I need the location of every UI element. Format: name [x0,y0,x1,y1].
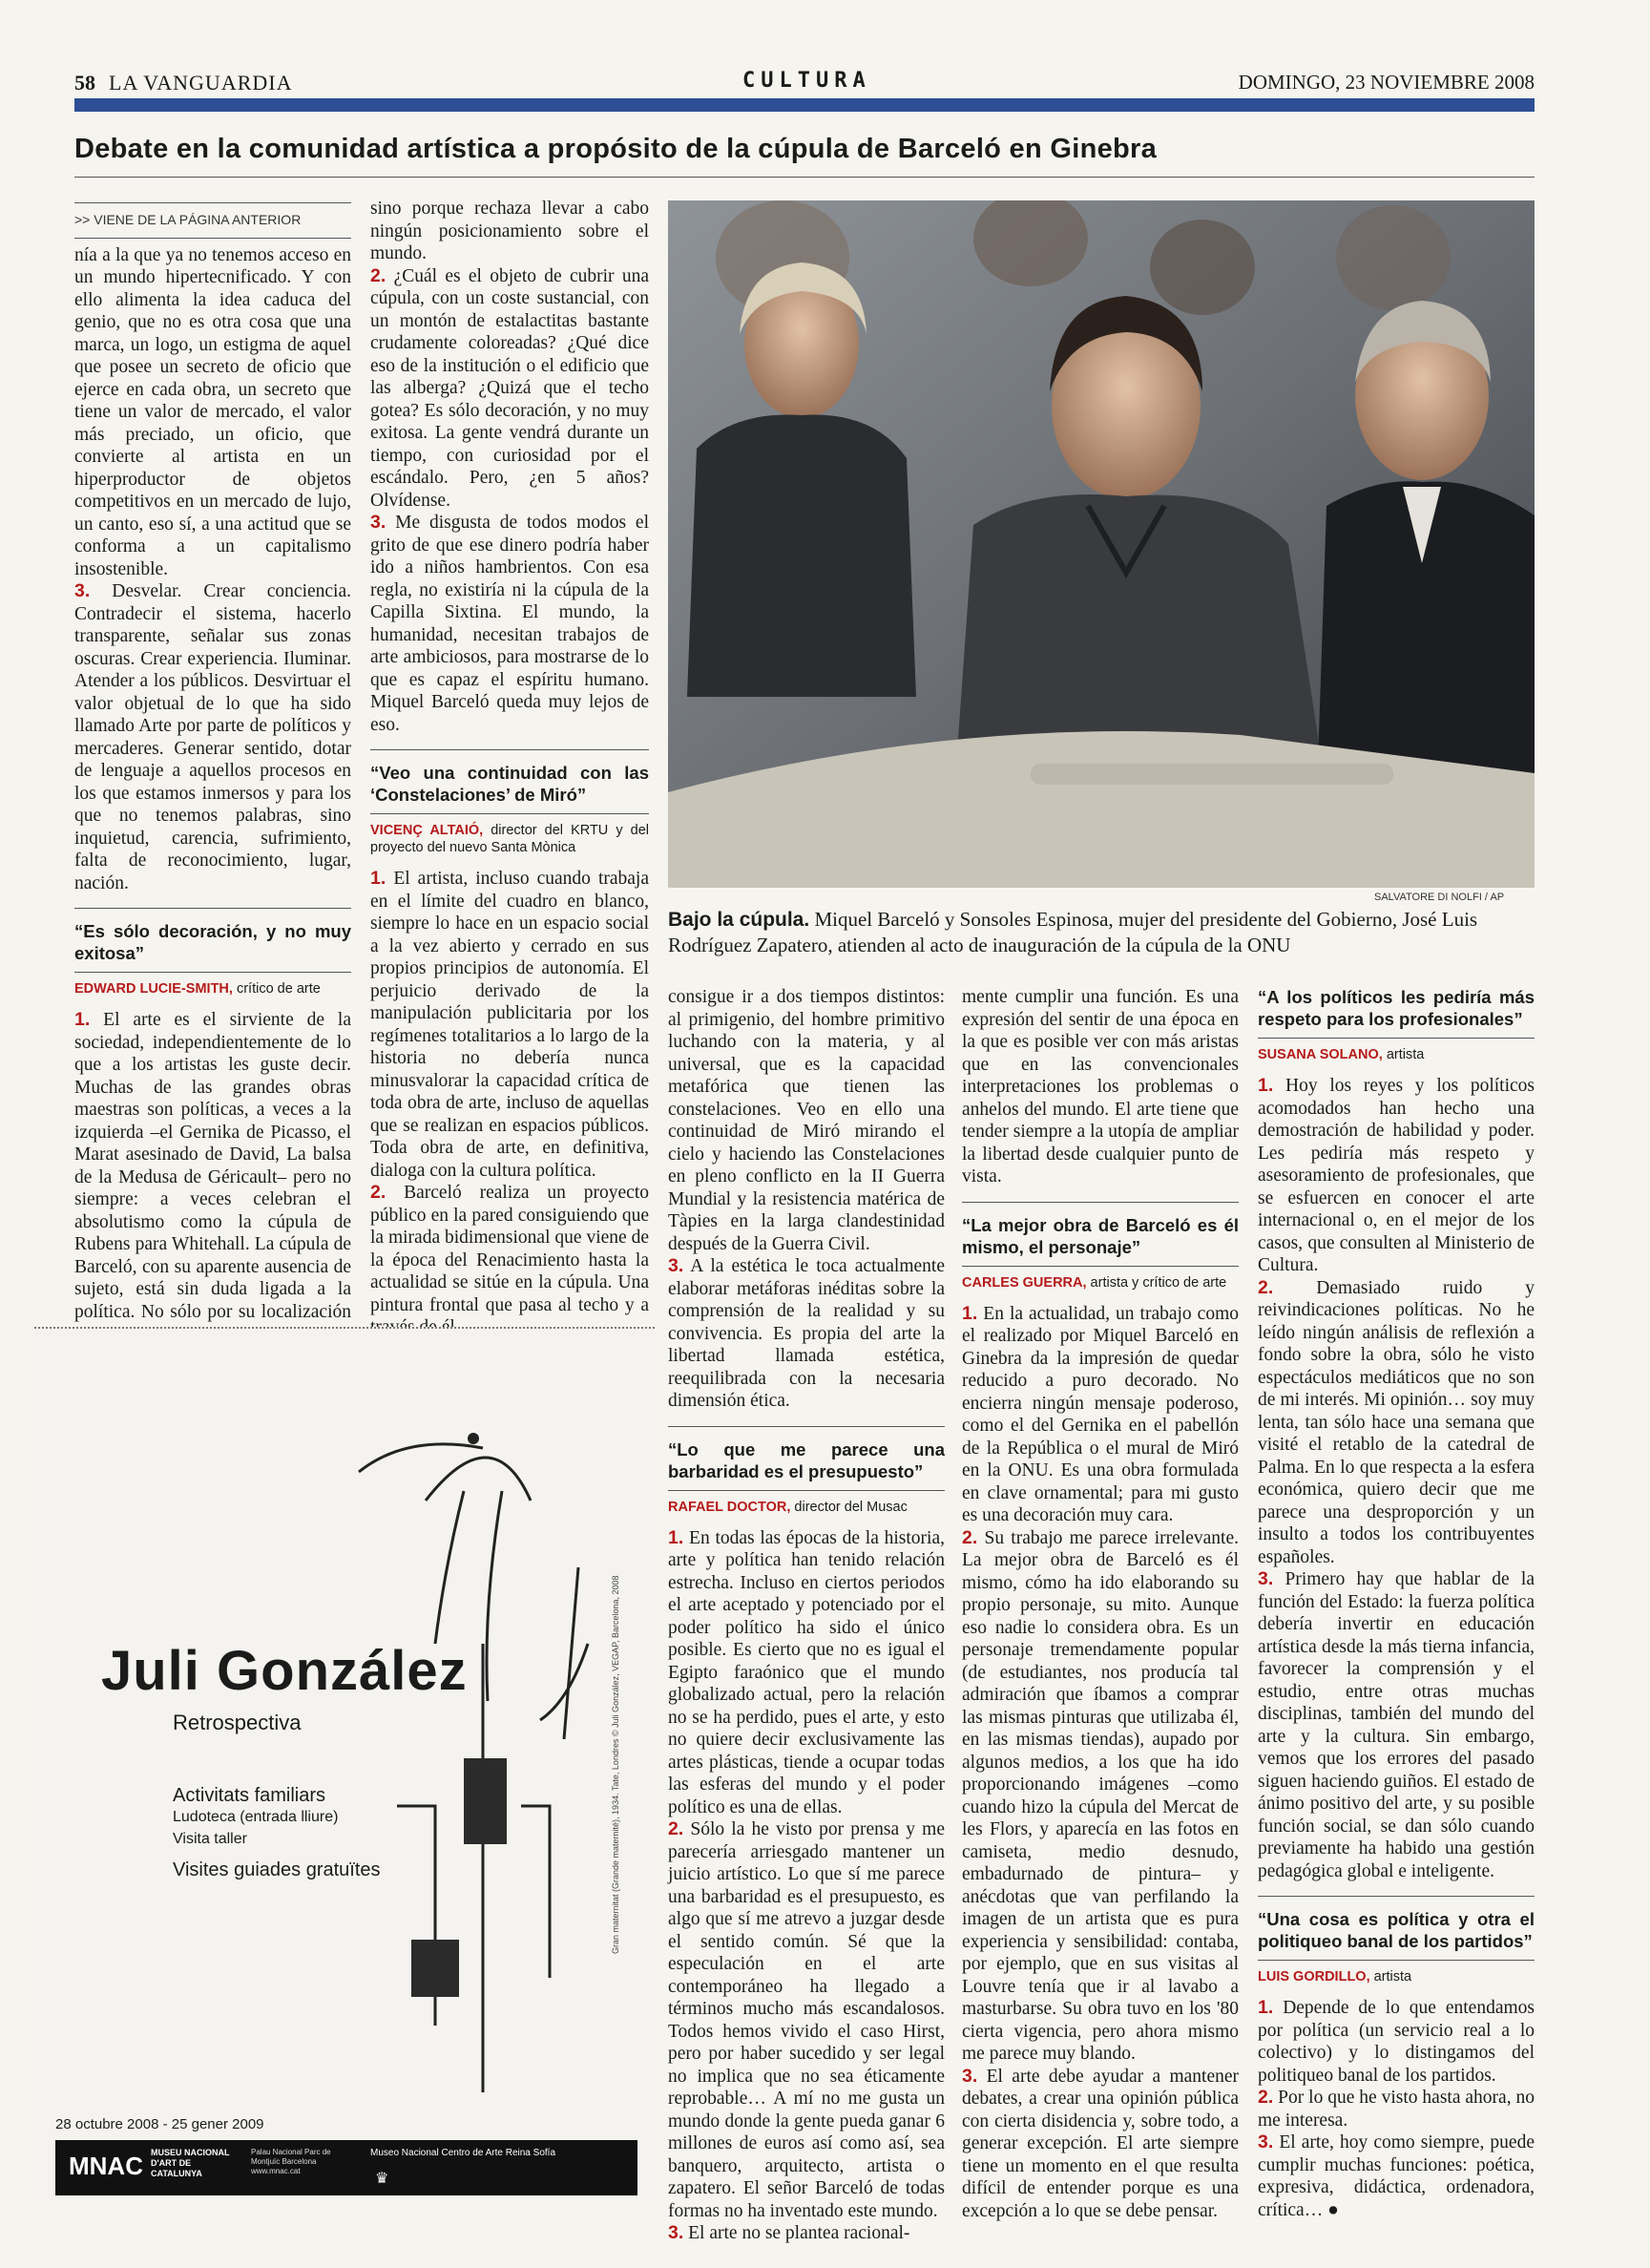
page-number: 58 [74,71,95,94]
article-paragraph: consigue ir a dos tiempos distintos: al primigenio, del hombre primitivo luchando con la materia, y al universal, que es la capacidad metafórica que tienen las constelaciones. Veo en ello una continuidad de Miró mirando el cielo y haciendo las Constelaciones en pleno conflicto en la II Guerra Mundial y la resistencia matérica de Tàpies en la larga clandestinidad después de la Guerra Civil. [668,987,945,1254]
section-rule [370,813,649,814]
interview-subhead: “A los políticos les pediría más respeto para los profesionales” [1258,987,1535,1029]
answer-paragraph [1258,2132,1535,2221]
interview-subhead: “La mejor obra de Barceló es él mismo, el personaje” [962,1214,1239,1257]
answer-number: 3. [370,512,386,533]
ad-line: Ludoteca (entrada lliure) [173,1809,339,1825]
answer-text: A la estética le toca actualmente elaborar metáforas inéditas sobre la comprensión de la realidad y su convivencia. Es propia del arte la libertad llamada estética, reequilibrada con la necesaria dimensión ética. [668,1256,945,1411]
photo-credit: SALVATORE DI NOLFI / AP [1374,892,1505,903]
article-paragraph: nía a la que ya no tenemos acceso en un mundo hipertecnificado. Y con ello alimenta la idea caduca del genio, que no es otra cosa que una marca, un logo, un estigma de aquel que posee un secreto de oficio que ejerce en cada obra, un secreto que tiene un valor de mercado, el valor más preciado, un oficio, que convierte al artista en un hiperproductor de objetos competitivos en un mercado de lujo, un canto, eso sí, a una actitud que se conforma a un capitalismo insostenible. [74,244,351,579]
column-2 [370,198,649,1339]
article-paragraph: sino porque rechaza llevar a cabo ningún posicionamiento sobre el mundo. [370,199,649,263]
answer-paragraph [74,1009,351,1346]
section-rule [962,1202,1239,1203]
answer-text: El arte no se plantea racional- [688,2223,910,2243]
byline [1258,1968,1535,1985]
answer-number: 2. [370,1182,386,1203]
column-rule [74,238,351,239]
column-1 [74,202,351,1346]
answer-paragraph [962,1527,1239,2066]
byline [370,822,649,856]
ad-line: Visita taller [173,1831,247,1847]
section-name: CULTURA [742,69,871,93]
answer-paragraph [370,265,649,513]
answer-paragraph [1258,2087,1535,2132]
masthead [74,67,1535,99]
museum-name: MUSEU NACIONAL D'ART DE CATALUNYA [151,2148,230,2178]
answer-number: 3. [1258,1568,1274,1589]
answer-paragraph [962,2066,1239,2223]
issue-date: DOMINGO, 23 NOVIEMBRE 2008 [1238,71,1535,94]
continued-marker: >> VIENE DE LA PÁGINA ANTERIOR [74,212,302,227]
section-rule [1258,1896,1535,1897]
answer-text: El arte es el sirviente de la sociedad, independientemente de lo que a los artistas les guste decir. Muchas de las grandes obras maestras son políticas, a veces a la izquierda –el Gernika de Picasso, el Marat asesinado de David, La balsa de la Medusa de Géricault– pero no siempre: a veces celebran el absolutismo como la cúpula de Rubens para Whitehall. La cúpula de Barceló, con su aparente ausencia de sujeto, está sin duda ligada a la política. No sólo por su localización [74,1010,351,1322]
byline-name: LUIS GORDILLO, [1258,1969,1370,1984]
byline-role: crítico de arte [236,981,321,997]
interview-subhead: “Lo que me parece una barbaridad es el presupuesto” [668,1438,945,1481]
answer-paragraph [370,868,649,1182]
newspaper-name: LA VANGUARDIA [109,71,293,94]
headline-rule [74,177,1535,178]
byline-role: director del Musac [794,1499,908,1515]
byline [1258,1046,1535,1063]
museum-logo: MNAC [69,2152,143,2180]
byline [668,1499,945,1516]
answer-paragraph [668,1818,945,2222]
answer-paragraph [1258,1568,1535,1882]
byline-name: SUSANA SOLANO, [1258,1047,1383,1062]
partner-name: Museo Nacional Centro de Arte Reina Sofía [370,2148,555,2158]
answer-text: ¿Cuál es el objeto de cubrir una cúpula, con un coste sustancial, con un montón de estalactitas bastante crudamente coloreadas? ¿Qué dice eso de la institución o el edificio que las alberga? ¿Quizá que el techo gotea? Es sólo decoración, y no muy exitosa. La gente vendrá durante un tiempo, con curiosidad por el escándalo. Pero, ¿en 5 años? Olvídense. [370,265,649,511]
byline-role: director del KRTU y del proyecto del nuevo Santa Mònica [370,823,650,855]
section-rule [370,749,649,750]
answer-number: 1. [1258,1997,1274,2018]
answer-number: 3. [668,2222,684,2243]
section-rule [1258,1038,1535,1039]
section-color-bar [74,98,1535,112]
answer-number: 1. [668,1526,684,1548]
answer-text: En la actualidad, un trabajo como el realizado por Miquel Barceló en Ginebra da la impresión de quedar reducido a puro decorado. No encierra ningún mensaje poderoso, como el del Gernika en el pabellón de la República o el mural de Miró en la ONU. Es una obra formulada en clave ornamental; para mi gusto es una decoración muy cara. [962,1303,1240,1525]
answer-text: Hoy los reyes y los políticos acomodados han hecho una demostración de habilidad y poder. Les pediría más respeto y asesoramiento de profesionales, que se esfuercen en conocer el arte internacional o, en el mejor de los casos, que consulten al Ministerio de Cultura. [1258,1076,1535,1275]
byline-name: RAFAEL DOCTOR, [668,1499,791,1515]
answer-paragraph [370,1182,649,1339]
answer-text: Primero hay que hablar de la función del Estado: la fuerza política debería invertir en educación artística desde la más tierna infancia, favorecer la comprensión y el estudio, entre otras muchas disciplinas, también del mundo del arte y la cultura. Sin embargo, vemos que los errores del pasado siguen haciendo guiños. El estado de ánimo positivo del arte, y su posible función social, se dan sólo cuando previamente ha habido una gestión pedagógica global e inteligente. [1258,1569,1535,1881]
answer-number: 2. [1258,2087,1274,2108]
answer-number: 2. [1258,1276,1274,1298]
byline-role: artista [1373,1969,1412,1984]
end-mark-icon: ● [1327,2199,1339,2220]
sponsor-strip [55,2140,637,2195]
answer-number: 2. [668,1818,684,1839]
section-rule [962,1266,1239,1267]
answer-number: 1. [1258,1075,1274,1096]
column-rule [74,202,351,203]
ad-subtitle: Retrospectiva [173,1711,302,1734]
answer-paragraph [1258,1075,1535,1277]
museum-address: Palau Nacional Parc de Montjuïc Barcelona www.mnac.cat [251,2148,331,2175]
sculpture-illustration [321,1357,645,2102]
article-paragraph: mente cumplir una función. Es una expresión del sentir de una época en la que es posible ver con más aristas que en las convencionales interpretaciones los problemas o anhelos del mundo. El arte tiene que tender siempre a la utopía de ampliar la libertad desde cualquier punto de vista. [962,987,1239,1186]
answer-text: Me disgusta de todos modos el grito de que ese dinero podría haber ido a niños hambrientos. Con esa regla, no existiría ni la cúpula de la Capilla Sixtina. El mundo, la humanidad, necesitan trabajos de arte ambiciosos, para mostrarse de lo que es capaz el espíritu humano. Miquel Barceló queda muy lejos de eso. [370,513,650,735]
answer-text: El artista, incluso cuando trabaja en el límite del cuadro en blanco, siempre lo hace en un espacio social a la vez abierto y cerrado en sus propios principios de autonomía. El perjuicio derivado de la manipulación publicitaria por los regímenes totalitarios a lo largo de la historia no debería nunca minusvalorar la capacidad crítica de toda obra de arte, incluso de aquellas que se realizan en espacios públicos. Toda obra de arte, en definitiva, dialoga con la cultura política. [370,869,649,1181]
answer-number: 1. [370,868,386,889]
photo-illustration [668,200,1535,888]
answer-paragraph [370,512,649,736]
interview-subhead: “Es sólo decoración, y no muy exitosa” [74,921,351,963]
byline [962,1274,1239,1292]
column-4 [962,986,1239,2222]
answer-number: 1. [74,1009,91,1030]
advertisement [34,1327,655,2202]
answer-text: El arte, hoy como siempre, puede cumplir muchas funciones: poética, expresiva, didáctica, ordenadora, crítica… [1258,2132,1535,2220]
answer-number: 3. [668,1255,684,1276]
section-rule [74,972,351,973]
section-rule [1258,1960,1535,1961]
column-5 [1258,986,1535,2221]
answer-paragraph [1258,1997,1535,2087]
byline-name: VICENÇ ALTAIÓ, [370,823,484,838]
section-rule [668,1426,945,1427]
answer-paragraph [668,1255,945,1413]
answer-number: 3. [962,2065,978,2087]
answer-text: Por lo que he visto hasta ahora, no me interesa. [1258,2088,1535,2131]
answer-number: 2. [370,264,386,286]
byline [74,980,351,998]
photo-caption [668,907,1535,958]
answer-text: Demasiado ruido y reivindicaciones políticas. No he leído ningún análisis de reflexión a fondo sobre la obra, sólo he visto espectáculos mediáticos que no son de mi interés. Mi opinión… soy muy lenta, tan sólo hace una semana que visité el retablo de la catedral de Palma. En lo que respecta a la esfera económica, quiero decir que me parece una desproporción y un insulto a todos los contribuyentes españoles. [1258,1277,1535,1567]
artwork-credit: Gran maternitat (Grande maternité), 1934. Tate, Londres © Juli González, VEGAP, Barcelona, 2008 [611,1575,620,1954]
column-3 [668,986,945,2245]
ad-title: Juli González [101,1640,468,1702]
answer-paragraph [1258,1277,1535,1569]
ad-line: Activitats familiars [173,1785,326,1806]
byline-name: CARLES GUERRA, [962,1274,1087,1291]
answer-number: 2. [962,1526,978,1548]
spain-crest-icon: ♛ [375,2171,389,2187]
section-rule [74,908,351,909]
answer-text: Sólo la he visto por prensa y me parecería arriesgado mantener un juicio artístico. Lo que sí me parece una barbaridad es el presupuesto, es algo que sí me atrevo a juzgar desde el sentido común. Sé que la especulación en el arte contemporáneo ha llegado a términos mucho más escandalosos. Todos hemos vivido el caso Hirst, pero por haber sucedido y ser legal no implica que no sea éticamente reprobable… A mí no me gusta un mundo donde la gente pueda ganar 6 millones de euros así como así, sea banquero, arquitecto, artista o zapatero. El señor Barceló de todas formas no ha inventado este mundo. [668,1819,946,2221]
news-photo [668,200,1535,888]
answer-text: Desvelar. Crear conciencia. Contradecir el sistema, hacerlo transparente, señalar sus zonas oscuras. Crear experiencia. Iluminar. Atender a los públicos. Desvirtuar el valor objetual de lo que ha sido llamado Arte por parte de políticos y mercaderes. Generar sentido, dotar de lenguaje a aquellos procesos en los que estamos inmersos y para los que no tenemos palabras, sino inquietud, carencia, sufrimiento, falta de reconocimiento, lugar, nación. [74,581,351,893]
answer-text: El arte debe ayudar a mantener debates, a crear una opinión pública con cierta disidencia y, sobre todo, a generar excepción. El arte siempre tiene un momento en el que resulta difícil de entender porque es una excepción a lo que se debe pensar. [962,2066,1239,2221]
byline-role: artista y crítico de arte [1090,1274,1227,1291]
answer-paragraph [668,2222,945,2245]
answer-number: 3. [74,580,91,601]
answer-text: Barceló realiza un proyecto público en la pared consiguiendo que la mirada bidimensional que viene de la época del Renacimiento hasta la actualidad se sitúe en la cúpula. Una pintura frontal que pasa al techo y a [370,1183,649,1315]
caption-text: Miquel Barceló y Sonsoles Espinosa, mujer del presidente del Gobierno, José Luis Rodríguez Zapatero, atienden al acto de inauguración de la cúpula de la ONU [668,908,1478,956]
answer-paragraph [962,1303,1239,1527]
section-rule [668,1490,945,1491]
byline-role: artista [1386,1047,1425,1062]
interview-subhead: “Una cosa es política y otra el politiqueo banal de los partidos” [1258,1909,1535,1951]
byline-name: EDWARD LUCIE-SMITH, [74,981,233,997]
interview-subhead: “Veo una continuidad con las ‘Constelaciones’ de Miró” [370,763,649,805]
page-headline: Debate en la comunidad artística a propósito de la cúpula de Barceló en Ginebra [74,134,1158,164]
answer-text: En todas las épocas de la historia, arte y política han tenido relación estrecha. Incluso en ciertos periodos el arte aceptado y potenciado por el poder político ha sido el único posible. Es cierto que no es igual el Egipto faraónico que el mundo globalizado actual, pero la relación no se ha perdido, pues el arte, y esto no quiere decir exclusivamente las artes plásticas, tiende a ocupar todas las esferas del mundo y el poder político es una de ellas. [668,1527,945,1817]
ad-line: Visites guiades gratuïtes [173,1859,381,1880]
answer-paragraph [668,1527,945,1819]
answer-number: 1. [962,1302,978,1324]
answer-number: 3. [1258,2132,1274,2152]
answer-text: Su trabajo me parece irrelevante. La mejor obra de Barceló es él mismo, cómo ha ido elaborando su propio personaje, su mito. Aunque eso nadie lo considera obra. Es un personaje tremendamente popular (de estudiantes, nos producía tal admiración que íbamos a comprar las mismas pinturas que utilizaba él, en las mismas tiendas), aupado por algunos medios, a los que ha ido proporcionando imágenes –como cuando hizo la cúpula del Mercat de les Flors, y aparecía en las fotos en camiseta, medio desnudo, embadurnado de pintura– y anécdotas que van perfilando la imagen de un artista que es pura experiencia y sensibilidad: contaba, por ejemplo, que en sus visitas al Louvre tenía que ir al lavabo a masturbarse. Su obra tuvo en los '80 cierta vigencia, pero ahora mismo me parece muy blando. [962,1527,1240,2064]
answer-paragraph [74,580,351,894]
answer-text: Depende de lo que entendamos por política (un servicio real a lo colectivo) y lo distingamos del politiqueo banal de los partidos. [1258,1998,1535,2086]
exhibition-dates: 28 octubre 2008 - 25 gener 2009 [55,2116,264,2132]
caption-lead: Bajo la cúpula. [668,909,810,931]
